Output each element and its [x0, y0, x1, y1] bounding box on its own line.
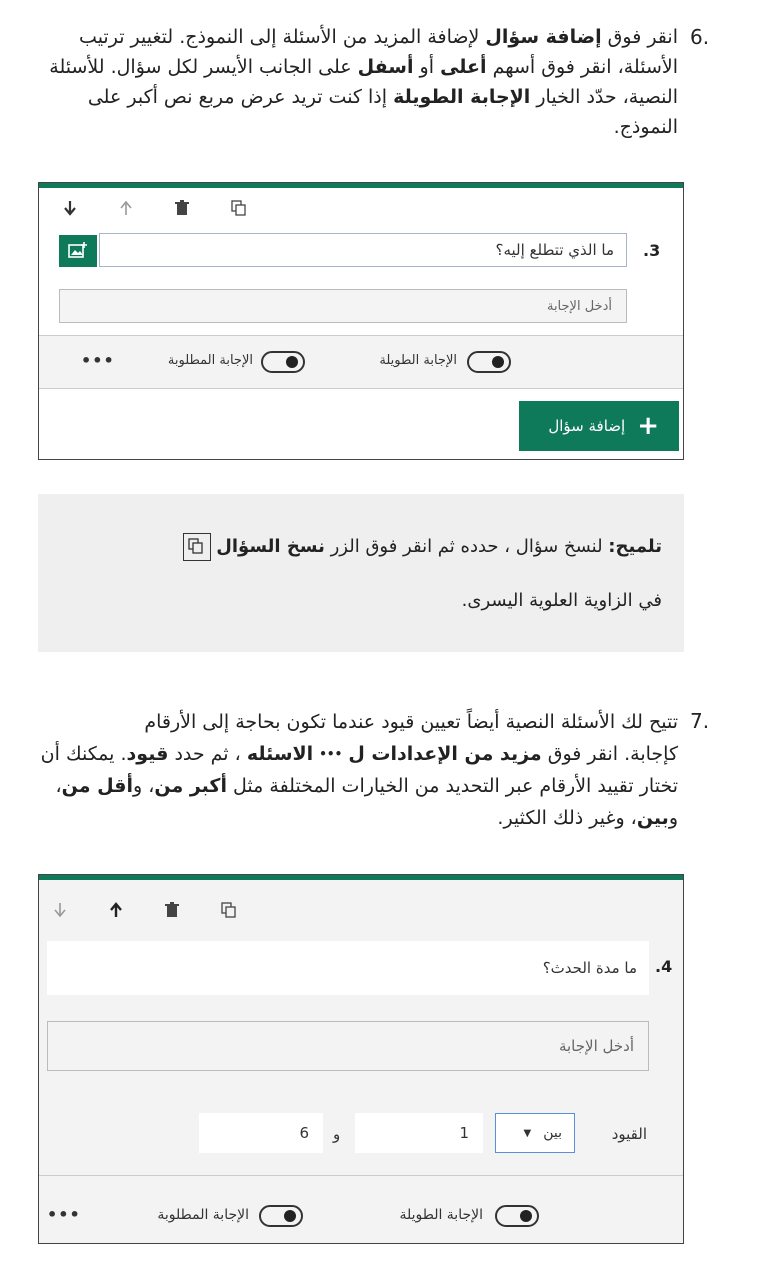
tip-line-2: في الزاوية العلوية اليسرى. [461, 590, 662, 611]
restriction-type-select[interactable]: بين ▼ [495, 1113, 575, 1153]
more-options-icon[interactable]: ••• [47, 1205, 81, 1224]
question-title-input[interactable]: ما مدة الحدث؟ [47, 941, 649, 995]
question-number: .4 [655, 957, 673, 976]
question-toolbar [53, 897, 277, 923]
required-toggle[interactable] [261, 351, 305, 373]
step-7-text: تتيح لك الأسئلة النصية أيضاً تعيين قيود عندما تكون بحاجة إلى الأرقام كإجابة. انقر فوق مزيد من الإعدادات ل ••• الاسئله ، ثم حدد قيود. يمكنك أن تختار تقييد الأرقام عبر التحديد من الخيارات المختلفة مثل أكبر من، وأقل من، وبين، وغير ذلك الكثير. [40, 711, 678, 829]
step-6 [38, 22, 730, 142]
long-answer-toggle[interactable] [467, 351, 511, 373]
arrow-up-icon[interactable] [119, 195, 175, 221]
divider [39, 1175, 683, 1176]
long-answer-label: الإجابة الطويلة [399, 1207, 483, 1223]
arrow-down-icon[interactable] [53, 897, 109, 923]
question-title-input[interactable]: ما الذي تتطلع إليه؟ [99, 233, 627, 267]
divider [39, 388, 683, 389]
question-number: .3 [643, 241, 661, 260]
step-6-text: انقر فوق إضافة سؤال لإضافة المزيد من الأسئلة إلى النموذج. لتغيير ترتيب الأسئلة، انقر فوق أسهم أعلى أو أسفل على الجانب الأيسر لكل سؤال. للأسئلة النصية، حدّد الخيار الإجابة الطويلة إذا كنت تريد عرض مربع نص أكبر على النموذج. [49, 26, 678, 138]
copy-question-icon [183, 533, 211, 561]
add-question-label: إضافة سؤال [548, 417, 626, 435]
copy-icon[interactable] [221, 897, 277, 923]
step-number: 6. [690, 25, 710, 49]
required-label: الإجابة المطلوبة [157, 1207, 249, 1223]
image-add-icon[interactable] [59, 235, 97, 267]
question-card-4 [38, 874, 684, 1244]
tip-line-1: تلميح: لنسخ سؤال ، حدده ثم انقر فوق الزر نسخ السؤال [183, 532, 662, 562]
arrow-down-icon[interactable] [63, 195, 119, 221]
chevron-down-icon: ▼ [523, 1127, 532, 1139]
restriction-max-input[interactable]: 6 [199, 1113, 323, 1153]
long-answer-toggle[interactable] [495, 1205, 539, 1227]
arrow-up-icon[interactable] [109, 897, 165, 923]
trash-icon[interactable] [165, 897, 221, 923]
and-label: و [333, 1125, 341, 1143]
restriction-min-input[interactable]: 1 [355, 1113, 483, 1153]
question-card-3 [38, 182, 684, 460]
add-question-button[interactable] [519, 401, 679, 451]
required-toggle[interactable] [259, 1205, 303, 1227]
answer-input[interactable]: أدخل الإجابة [47, 1021, 649, 1071]
card-accent-bar [39, 875, 683, 880]
plus-icon: + [637, 411, 659, 441]
required-label: الإجابة المطلوبة [167, 353, 253, 368]
card-accent-bar [39, 183, 683, 188]
step-number: 7. [690, 709, 710, 733]
copy-icon[interactable] [231, 195, 287, 221]
answer-input[interactable]: أدخل الإجابة [59, 289, 627, 323]
step-7 [38, 706, 730, 834]
trash-icon[interactable] [175, 195, 231, 221]
question-toolbar [63, 195, 287, 221]
restrictions-label: القيود [611, 1125, 647, 1143]
long-answer-label: الإجابة الطويلة [379, 353, 457, 368]
more-options-icon[interactable]: ••• [81, 351, 115, 370]
tip-box [38, 494, 684, 652]
